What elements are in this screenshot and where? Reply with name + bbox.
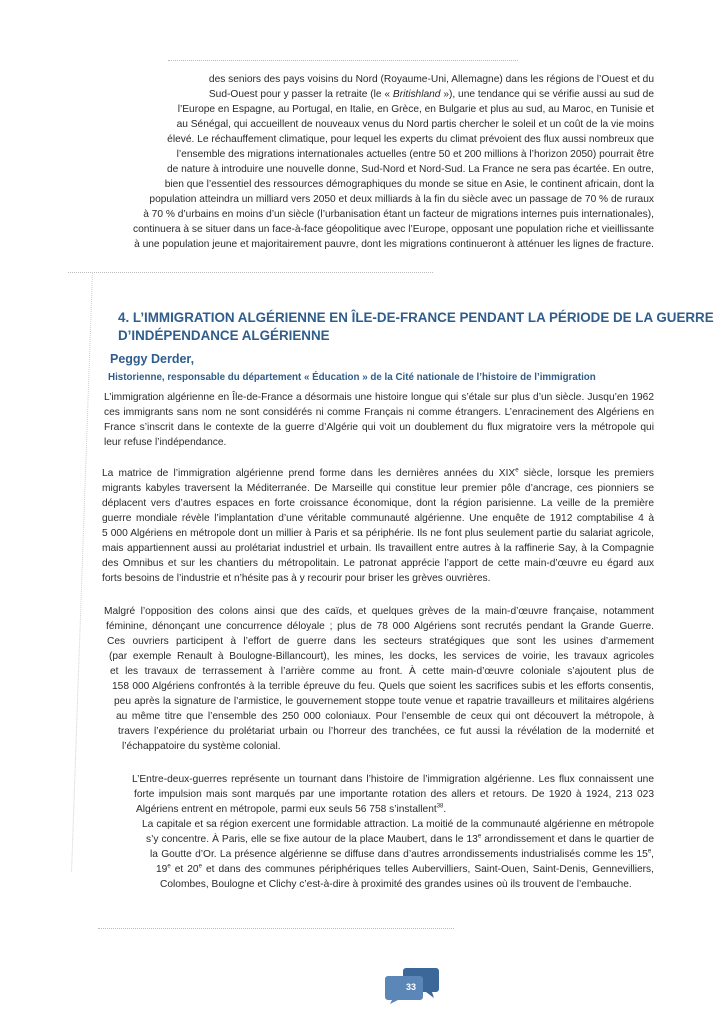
intro-line: à une population jeune et majoritairement pauvre, dont les migrations continueront à atténuer les lignes de fracture. bbox=[134, 239, 654, 250]
intro-line: continuera à se situer dans un face-à-face géopolitique avec l’Europe, opposant une population riche et vieillissante bbox=[132, 224, 654, 235]
page-number: 33 bbox=[405, 982, 416, 992]
body-line: 5 000 Algériens en métropole dont un millier à Paris et sa périphérie. Ils ne font plus seulement partie du salariat agricole, bbox=[102, 528, 654, 539]
body-line: des Omnibus et sur les chantiers du métropolitain. Le patronat apprécie l’apport de cette main-d’œuvre eu égard aux bbox=[102, 558, 654, 569]
body-line: migrants kabyles traversent la Méditerranée. De Marseille qui constitue leur premier pôle d’ancrage, ces pionniers se bbox=[102, 483, 654, 494]
intro-line: Sud-Ouest pour y passer la retraite (le « Britishland »), une tendance qui se vérifie aussi au sud de bbox=[208, 89, 654, 100]
body-line: forte impulsion mais sont marqués par une importante rotation des allers et retours. De 1920 à 1924, 213 023 bbox=[134, 789, 654, 800]
body-line: L’Entre-deux-guerres représente un tournant dans l’histoire de l’immigration algérienne. Les flux connaissent une bbox=[132, 774, 654, 785]
mid-dotted-rule bbox=[68, 272, 433, 273]
body-line: s’y concentre. À Paris, elle se fixe autour de la place Maubert, dans le 13e arrondissement et dans le quartier de bbox=[146, 833, 654, 845]
body-line: Colombes, Boulogne et Clichy c’est-à-dire à proximité des grandes usines où ils trouvent de l’embauche. bbox=[160, 879, 632, 890]
body-line: Malgré l’opposition des colons ainsi que des caïds, et quelques grèves de la main-d’œuvre française, notamment bbox=[104, 606, 654, 617]
body-line: mais appartiennent aussi au prolétariat industriel et urbain. Ils travaillent entre autres à la raffinerie Say, à la Compagnie bbox=[102, 543, 654, 554]
intro-line: l’ensemble des migrations internationales actuelles (entre 50 et 200 millions à l’horizon 2050) pourrait être bbox=[176, 149, 654, 160]
intro-line: à 70 % d’urbains en moins d’un siècle (l’urbanisation étant un facteur de migrations internes puis internationales), bbox=[143, 209, 654, 220]
author-name: Peggy Derder, bbox=[110, 352, 195, 366]
body-paragraph-1 bbox=[102, 466, 654, 586]
author-role: Historienne, responsable du département « Éducation » de la Cité nationale de l’histoire de l’immigration bbox=[108, 372, 596, 383]
body-line: guerre mondiale révèle l’implantation d’une véritable communauté algérienne. Une enquête de 1912 comptabilise 4 à bbox=[102, 513, 654, 524]
section-title bbox=[118, 309, 714, 345]
bottom-dotted-rule bbox=[98, 928, 454, 929]
lead-paragraph bbox=[104, 390, 654, 450]
body-paragraph-3 bbox=[0, 772, 724, 892]
body-line: La matrice de l’immigration algérienne prend forme dans les dernières années du XIXe siècle, lorsque les premiers bbox=[102, 467, 654, 479]
body-line: 158 000 Algériens confrontés à la terrible épreuve du feu. Quels que soient les sacrifices subis et les efforts consentis, bbox=[112, 681, 654, 692]
section-title-line: D’INDÉPENDANCE ALGÉRIENNE bbox=[118, 328, 330, 343]
lead-line: leur refuse l’indépendance. bbox=[104, 437, 227, 448]
body-line: la Goutte d’Or. La présence algérienne se diffuse dans d’autres arrondissements industrialisés comme les 15e, bbox=[150, 848, 654, 860]
intro-line: des seniors des pays voisins du Nord (Royaume-Uni, Allemagne) dans les régions de l’Ouest et du bbox=[208, 74, 654, 85]
body-line: au même titre que l’ensemble des 250 000 coloniaux. Pour l’ensemble de ceux qui ont découvert la métropole, à bbox=[116, 711, 654, 722]
body-line: 19e et 20e et dans des communes périphériques telles Aubervilliers, Saint-Ouen, Saint-Denis, Gennevilliers, bbox=[156, 863, 654, 875]
intro-line: population atteindra un milliard vers 2050 et deux milliards à la fin du siècle avec un passage de 70 % de ruraux bbox=[149, 194, 654, 205]
body-paragraph-2 bbox=[0, 604, 724, 754]
intro-line: bien que l’essentiel des ressources démographiques du monde se situe en Asie, le continent africain, dont la bbox=[164, 179, 654, 190]
section-title-line: 4. L’IMMIGRATION ALGÉRIENNE EN ÎLE-DE-FRANCE PENDANT LA PÉRIODE DE LA GUERRE bbox=[118, 310, 714, 325]
intro-line: de nature à introduire une nouvelle donne, Sud-Nord et Nord-Sud. La France ne sera pas écartée. En outre, bbox=[166, 164, 654, 175]
body-line: (par exemple Renault à Boulogne-Billancourt), les mines, les docks, les services de voirie, les travaux agricoles bbox=[109, 651, 654, 662]
lead-line: ces immigrants sans nom ne sont considérés ni comme Français ni comme étrangers. L’enracinement des Algériens en bbox=[104, 407, 654, 418]
body-line: forts besoins de l’industrie et n’hésite pas à y recourir pour briser les grèves ouvrières. bbox=[102, 573, 491, 584]
body-line: et les travaux de terrassement à l’arrière comme au front. À cette main-d’œuvre coloniale s’ajoutent plus de bbox=[110, 666, 654, 677]
intro-line: l’Europe en Espagne, au Portugal, en Italie, en Grèce, en Bulgarie et plus au sud, au Maroc, en Tunisie et bbox=[177, 104, 654, 115]
top-dotted-rule bbox=[168, 60, 518, 61]
body-line: Ces ouvriers participent à l’effort de guerre dans les secteurs stratégiques que sont les usines d’armement bbox=[107, 636, 654, 647]
body-line: travers l’expérience du prolétariat urbain ou l’horreur des tranchées, ce fut aussi la révélation de la modernité et bbox=[118, 726, 654, 737]
lead-line: France s’inscrit dans le contexte de la guerre d’Algérie qui voit un doublement du flux migratoire vers la métropole qui bbox=[104, 422, 654, 433]
body-line: féminine, dénonçant une concurrence déloyale ; plus de 78 000 Algériens sont recrutés pendant la Grande Guerre. bbox=[106, 621, 654, 632]
intro-line: élevé. Le réchauffement climatique, pour lequel les experts du climat prévoient des flux aussi nombreux que bbox=[167, 134, 654, 145]
lead-line: L’immigration algérienne en Île-de-France a désormais une histoire longue qui s’étale sur plus d’un siècle. Jusqu’en 1962 bbox=[104, 392, 654, 403]
intro-line: au Sénégal, qui accueillent de nouveaux venus du Nord partis chercher le soleil et un coût de la vie moins bbox=[176, 119, 654, 130]
body-line: l’échappatoire du système colonial. bbox=[122, 741, 281, 752]
intro-paragraph bbox=[100, 72, 654, 252]
body-line: Algériens entrent en métropole, parmi eux seuls 56 758 s’installent$^{38}$. bbox=[136, 803, 447, 815]
body-line: déplacent vers d’autres espaces en forte croissance économique, dont la région parisienne. La veille de la première bbox=[102, 498, 654, 509]
body-line: peu après la signature de l’armistice, le gouvernement stoppe toute venue et rapatrie travailleurs et militaires algériens bbox=[114, 696, 654, 707]
body-line: La capitale et sa région exercent une formidable attraction. La moitié de la communauté algérienne en métropole bbox=[142, 819, 654, 830]
